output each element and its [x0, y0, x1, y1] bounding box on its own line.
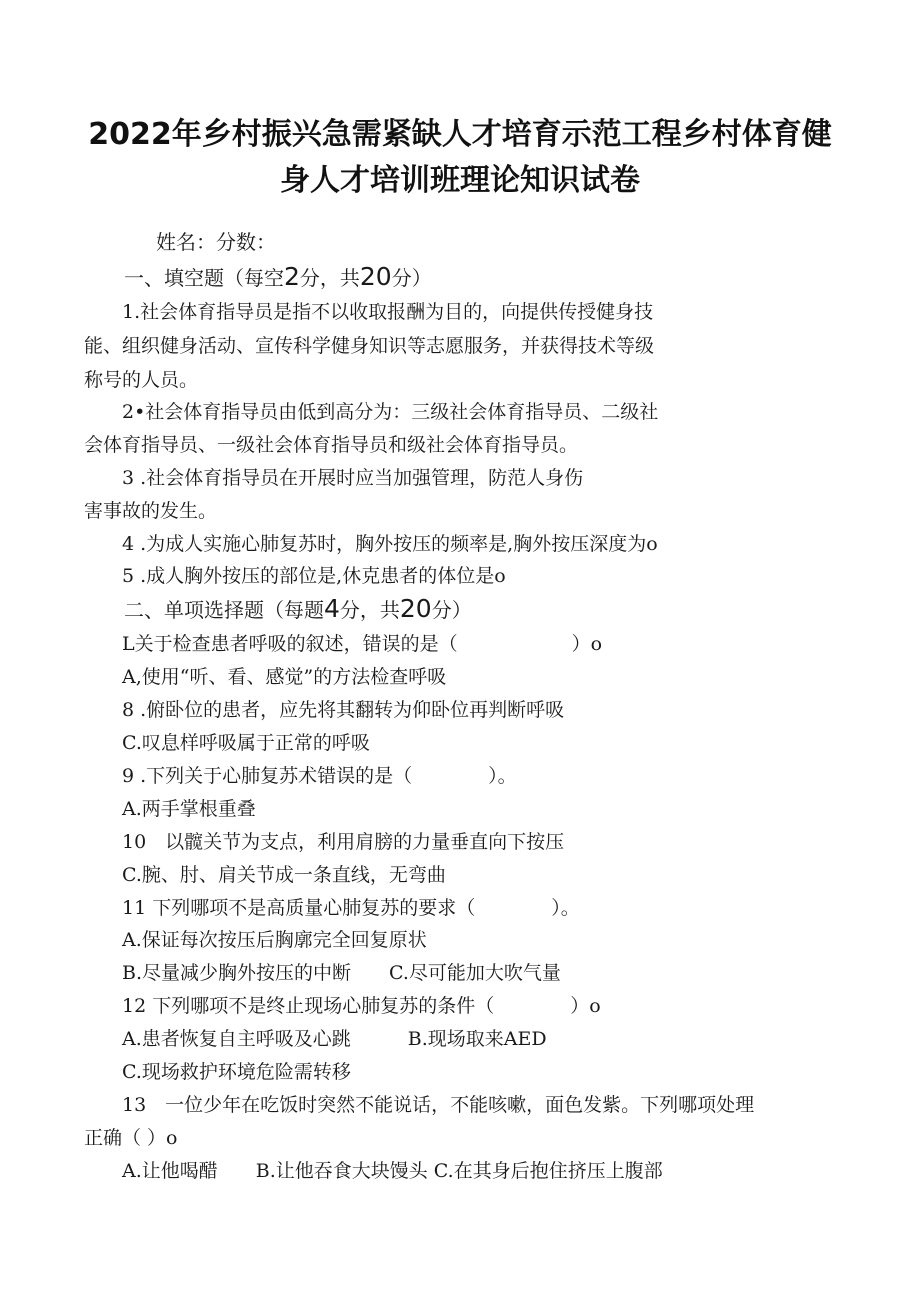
mc-line-12: 12 下列哪项不是终止现场心肺复苏的条件（ ）o	[122, 995, 601, 1017]
mc-line-8: C.腕、肘、肩关节成一条直线，无弯曲	[122, 864, 446, 886]
mc-line-3: 8 .俯卧位的患者，应先将其翻转为仰卧位再判断呼吸	[122, 699, 565, 721]
question-5: 5 .成人胸外按压的部位是,休克患者的体位是o	[122, 565, 506, 587]
section-1-total: 20	[359, 262, 392, 291]
mc-line-2: A,使用“听、看、感觉”的方法检查呼吸	[122, 666, 447, 688]
section-2-heading-mid: 分，共	[339, 598, 400, 622]
mc-line-4: C.叹息样呼吸属于正常的呼吸	[122, 732, 370, 754]
mc-line-1: L关于检查患者呼吸的叙述，错误的是（ ）o	[122, 633, 603, 655]
section-2-heading-post: 分）	[431, 598, 472, 622]
section-2-heading	[124, 594, 472, 623]
mc-line-7: 10 以髋关节为支点，利用肩膀的力量垂直向下按压	[122, 831, 565, 853]
section-1-heading-post: 分）	[391, 266, 432, 290]
mc-line-9: 11 下列哪项不是高质量心肺复苏的要求（ ）。	[122, 897, 580, 919]
name-score-line: 姓名：分数：	[156, 230, 276, 254]
mc-line-13: A.患者恢复自主呼吸及心跳 B.现场取来AED	[122, 1028, 547, 1050]
question-1-line-1: 1.社会体育指导员是指不以收取报酬为目的，向提供传授健身技	[122, 301, 654, 323]
mc-line-11: B.尽量减少胸外按压的中断 C.尽可能加大吹气量	[122, 962, 561, 984]
question-4: 4 .为成人实施心肺复苏时，胸外按压的频率是,胸外按压深度为o	[122, 533, 658, 555]
exam-title-line-2: 身人才培训班理论知识试卷	[280, 163, 640, 198]
section-1-heading-mid: 分，共	[299, 266, 360, 290]
question-2-line-2: 会体育指导员、一级社会体育指导员和级社会体育指导员。	[84, 434, 579, 456]
question-2-line-1: 2•社会体育指导员由低到高分为：三级社会体育指导员、二级社	[122, 401, 659, 423]
section-2-points-each: 4	[324, 594, 340, 623]
question-3-line-1: 3 .社会体育指导员在开展时应当加强管理，防范人身伤	[122, 467, 584, 489]
question-1-line-3: 称号的人员。	[84, 369, 199, 391]
question-3-line-2: 害事故的发生。	[84, 500, 218, 522]
mc-line-16: 正确（ ）o	[84, 1127, 178, 1149]
exam-title-line-1: 2022年乡村振兴急需紧缺人才培育示范工程乡村体育健	[88, 117, 832, 152]
mc-line-5: 9 .下列关于心肺复苏术错误的是（ ）。	[122, 765, 517, 787]
exam-title	[60, 112, 860, 204]
mc-line-10: A.保证每次按压后胸廓完全回复原状	[122, 929, 427, 951]
question-1-line-2: 能、组织健身活动、宣传科学健身知识等志愿服务，并获得技术等级	[84, 335, 655, 357]
mc-line-15: 13 一位少年在吃饭时突然不能说话，不能咳嗽，面色发紫。下列哪项处理	[122, 1094, 755, 1116]
mc-line-6: A.两手掌根重叠	[122, 798, 256, 820]
mc-line-17: A.让他喝醋 B.让他吞食大块馒头 C.在其身后抱住挤压上腹部	[122, 1160, 663, 1182]
section-1-heading	[124, 262, 432, 291]
section-2-heading-pre: 二、单项选择题（每题	[124, 598, 324, 622]
section-1-heading-pre: 一、填空题（每空	[124, 266, 284, 290]
section-2-total: 20	[399, 594, 432, 623]
section-1-points-each: 2	[284, 262, 300, 291]
mc-line-14: C.现场救护环境危险需转移	[122, 1061, 351, 1083]
